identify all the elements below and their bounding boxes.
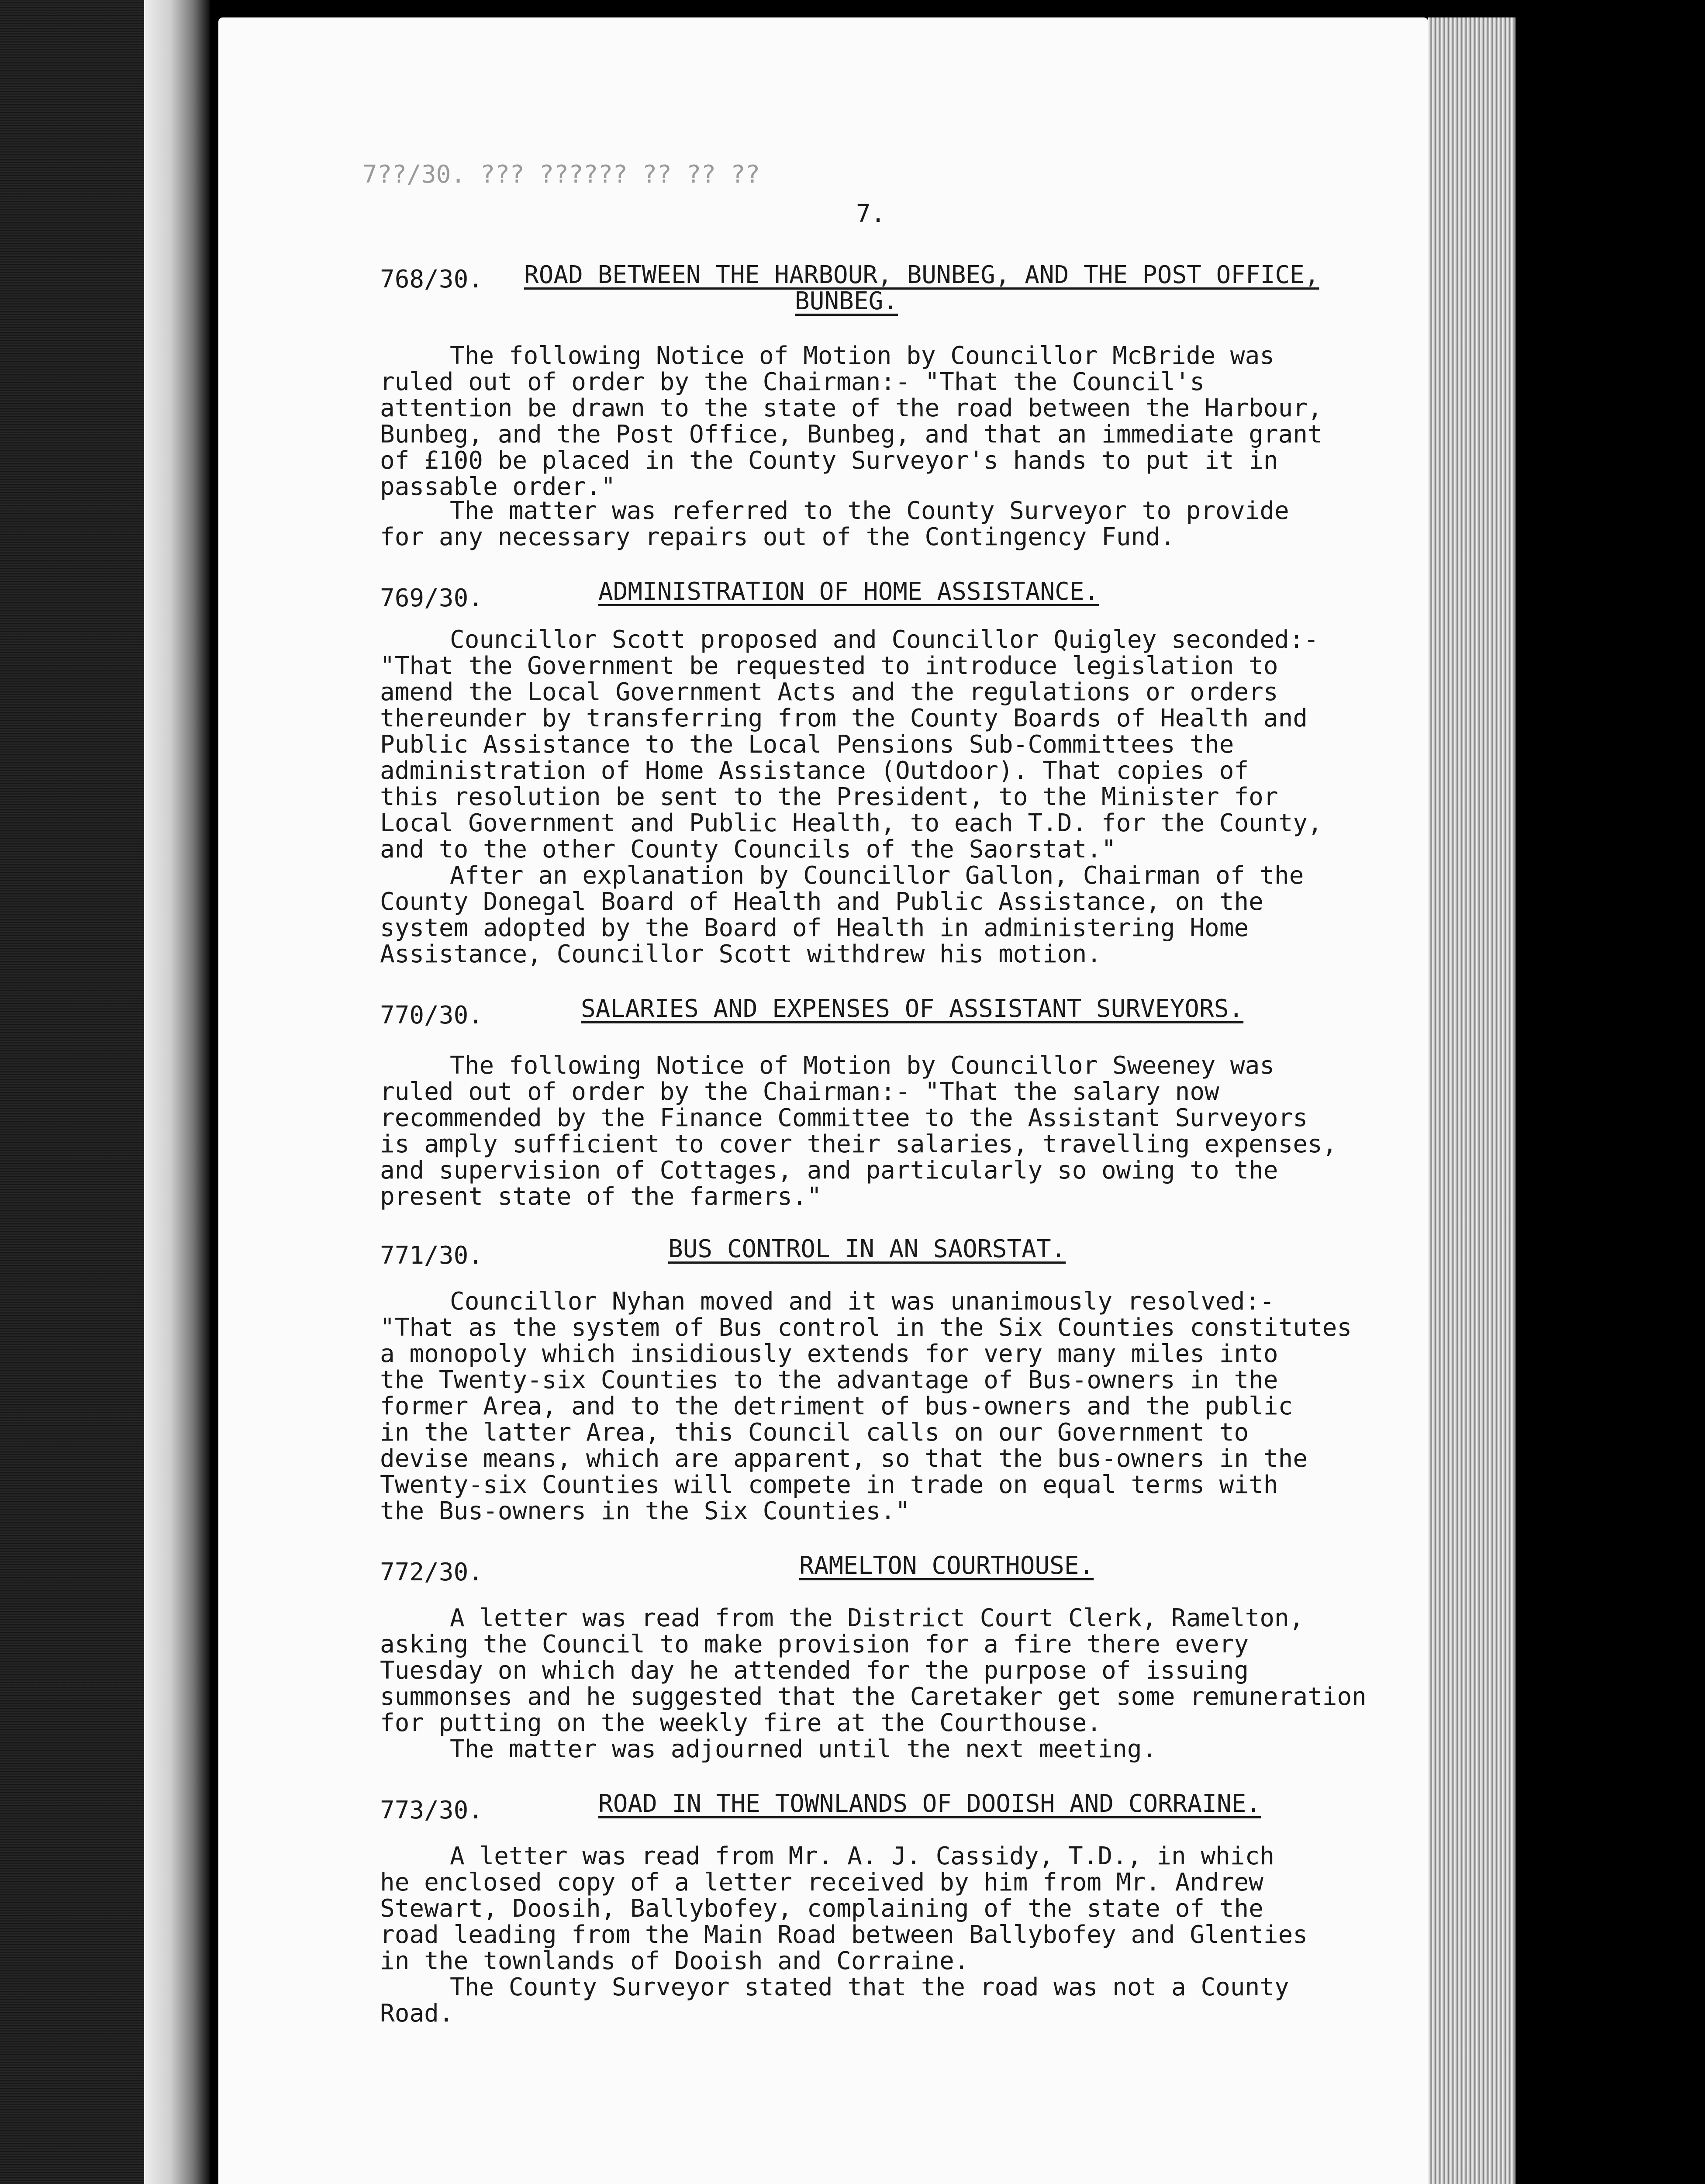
paragraph-line: Assistance, Councillor Scott withdrew his motion. [380,940,1102,968]
paragraph-line: for putting on the weekly fire at the Courthouse. [380,1709,1102,1737]
paragraph-line: a monopoly which insidiously extends for very many miles into [380,1340,1278,1368]
section-number: 770/30. [380,1001,483,1030]
paragraph-line: the Twenty-six Counties to the advantage of Bus-owners in the [380,1366,1278,1394]
paragraph-line: After an explanation by Councillor Gallon, Chairman of the [450,861,1304,890]
section-heading: BUNBEG. [795,287,898,315]
paragraph-line: passable order." [380,473,616,501]
paragraph-line: ruled out of order by the Chairman:- "That the salary now [380,1078,1219,1106]
section-heading: SALARIES AND EXPENSES OF ASSISTANT SURVEYORS. [581,995,1244,1023]
paragraph-line: for any necessary repairs out of the Contingency Fund. [380,523,1175,551]
paragraph-line: The following Notice of Motion by Councillor Sweeney was [450,1051,1275,1080]
paragraph-line: and supervision of Cottages, and particularly so owing to the [380,1156,1278,1185]
paragraph-line: system adopted by the Board of Health in administering Home [380,914,1249,942]
paragraph-line: in the townlands of Dooish and Corraine. [380,1947,969,1975]
paragraph-line: A letter was read from Mr. A. J. Cassidy, T.D., in which [450,1842,1275,1870]
paragraph-line: attention be drawn to the state of the road between the Harbour, [380,394,1322,422]
paragraph-line: he enclosed copy of a letter received by him from Mr. Andrew [380,1868,1263,1897]
paragraph-line: Twenty-six Counties will compete in trade on equal terms with [380,1471,1278,1499]
paragraph-line: Stewart, Doosih, Ballybofey, complaining of the state of the [380,1894,1263,1923]
paragraph-line: The matter was adjourned until the next meeting. [450,1735,1157,1763]
book-binding [144,0,210,2184]
paragraph-line: devise means, which are apparent, so that the bus-owners in the [380,1444,1308,1473]
paragraph-line: Local Government and Public Health, to each T.D. for the County, [380,809,1322,837]
section-heading: BUS CONTROL IN AN SAORSTAT. [668,1235,1066,1263]
paragraph-line: thereunder by transferring from the County Boards of Health and [380,704,1308,733]
paragraph-line: The County Surveyor stated that the road was not a County [450,1973,1289,2001]
page-content [218,17,1428,2184]
paragraph-line: Councillor Nyhan moved and it was unanimously resolved:- [450,1287,1275,1316]
paragraph-line: is amply sufficient to cover their salaries, travelling expenses, [380,1130,1337,1158]
paragraph-line: "That as the system of Bus control in the Six Counties constitutes [380,1313,1352,1342]
paragraph-line: former Area, and to the detriment of bus-owners and the public [380,1392,1293,1420]
section-number: 773/30. [380,1796,483,1825]
section-heading: RAMELTON COURTHOUSE. [799,1552,1094,1580]
document-page [218,17,1428,2184]
page-stack-edge [1428,17,1515,2184]
paragraph-line: ruled out of order by the Chairman:- "That the Council's [380,368,1205,396]
paragraph-line: present state of the farmers." [380,1182,822,1211]
paragraph-line: of £100 be placed in the County Surveyor's hands to put it in [380,446,1278,475]
section-number: 769/30. [380,584,483,612]
section-number: 772/30. [380,1558,483,1586]
paragraph-line: road leading from the Main Road between Ballybofey and Glenties [380,1921,1308,1949]
paragraph-line: recommended by the Finance Committee to the Assistant Surveyors [380,1104,1308,1132]
section-number: 768/30. [380,265,483,294]
paragraph-line: the Bus-owners in the Six Counties." [380,1497,910,1525]
scanner-background [1515,0,1705,2184]
page-number: 7. [856,200,886,228]
paragraph-line: asking the Council to make provision for a fire there every [380,1630,1249,1659]
paragraph-line: The matter was referred to the County Surveyor to provide [450,497,1289,525]
section-heading: ROAD IN THE TOWNLANDS OF DOOISH AND CORRAINE. [598,1790,1261,1818]
paragraph-line: this resolution be sent to the President, to the Minister for [380,783,1278,811]
paragraph-line: Road. [380,1999,454,2028]
paragraph-line: A letter was read from the District Court Clerk, Ramelton, [450,1604,1304,1632]
paragraph-line: and to the other County Councils of the Saorstat." [380,835,1116,864]
paragraph-line: in the latter Area, this Council calls on our Government to [380,1418,1249,1447]
paragraph-line: Public Assistance to the Local Pensions Sub-Committees the [380,730,1234,759]
paragraph-line: summonses and he suggested that the Caretaker get some remuneration [380,1683,1367,1711]
paragraph-line: County Donegal Board of Health and Public Assistance, on the [380,888,1263,916]
paragraph-line: amend the Local Government Acts and the regulations or orders [380,678,1278,706]
paragraph-line: administration of Home Assistance (Outdoor). That copies of [380,757,1249,785]
paragraph-line: The following Notice of Motion by Councillor McBride was [450,342,1275,370]
previous-page-edge [0,0,144,2184]
paragraph-line: "That the Government be requested to introduce legislation to [380,652,1278,680]
paragraph-line: Tuesday on which day he attended for the purpose of issuing [380,1656,1249,1685]
section-heading: ROAD BETWEEN THE HARBOUR, BUNBEG, AND THE POST OFFICE, [524,261,1319,289]
faint-header: 7??/30. ??? ?????? ?? ?? ?? [362,160,760,189]
paragraph-line: Councillor Scott proposed and Councillor Quigley seconded:- [450,625,1319,654]
section-heading: ADMINISTRATION OF HOME ASSISTANCE. [598,577,1099,606]
paragraph-line: Bunbeg, and the Post Office, Bunbeg, and that an immediate grant [380,420,1322,449]
section-number: 771/30. [380,1241,483,1270]
